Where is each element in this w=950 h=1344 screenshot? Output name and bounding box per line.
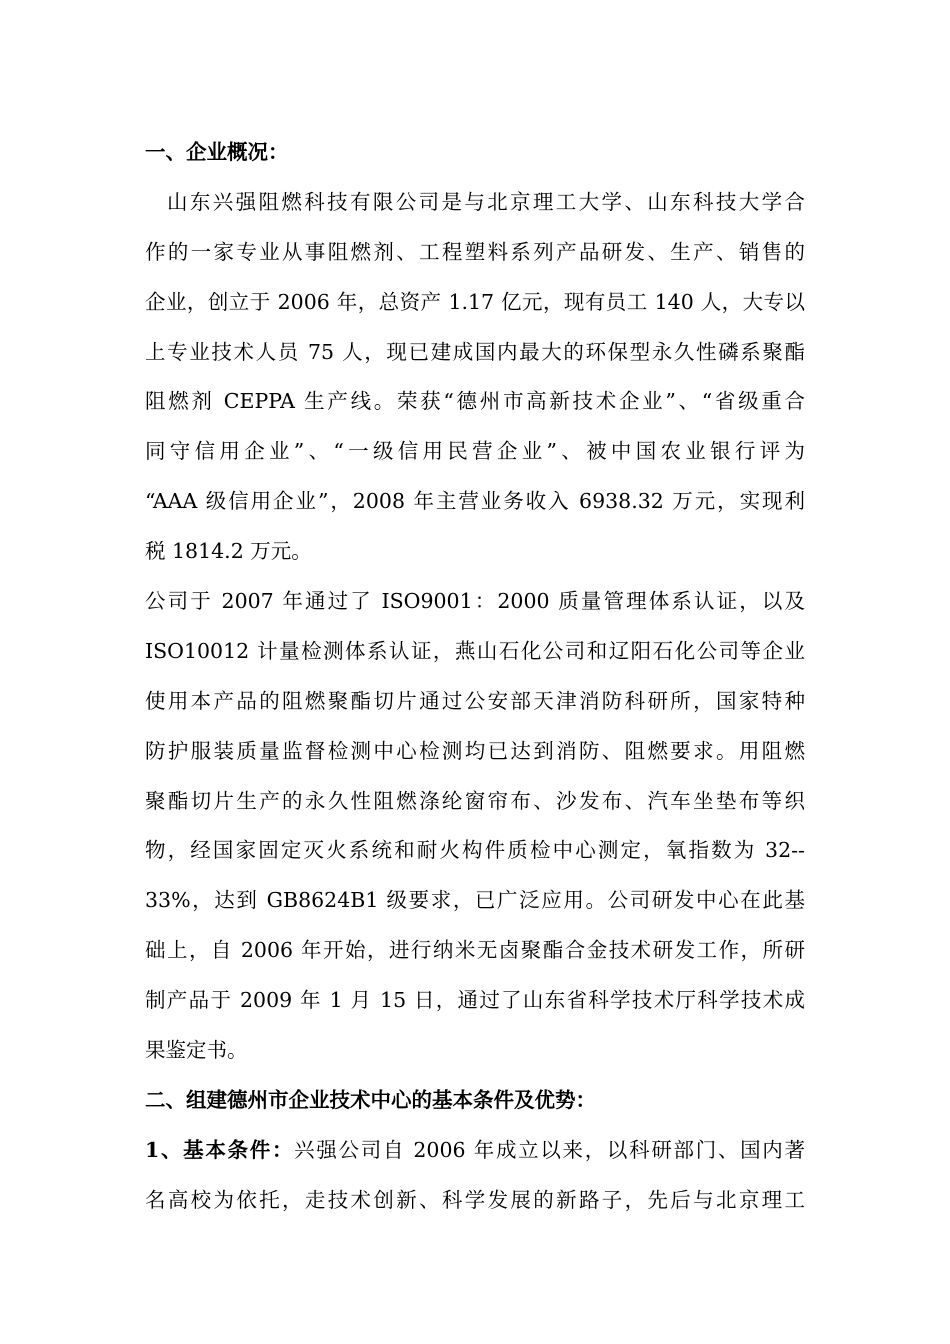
heading-tech-center-conditions: 二、组建德州市企业技术中心的基本条件及优势： (145, 1087, 596, 1112)
text-line: 础上，自 2006 年开始，进行纳米无卤聚酯合金技术研发工作，所研 (145, 938, 805, 963)
text-line: 公司于 2007 年通过了 ISO9001：2000 质量管理体系认证，以及 (145, 589, 805, 614)
text-line: 作的一家专业从事阻燃剂、工程塑料系列产品研发、生产、销售的 (145, 239, 805, 264)
text-line: 制产品于 2009 年 1 月 15 日，通过了山东省科学技术厅科学技术成 (145, 988, 805, 1013)
text-line: 物，经国家固定灭火系统和耐火构件质检中心测定，氧指数为 32-- (145, 838, 805, 863)
text-line: ISO10012 计量检测体系认证，燕山石化公司和辽阳石化公司等企业 (145, 638, 805, 663)
text-line: 阻燃剂 CEPPA 生产线。荣获“德州市高新技术企业”、“省级重合 (145, 389, 805, 414)
text-line: 33%，达到 GB8624B1 级要求，已广泛应用。公司研发中心在此基 (145, 888, 805, 913)
text-line: 山东兴强阻燃科技有限公司是与北京理工大学、山东科技大学合 (167, 189, 805, 214)
text-line: 名高校为依托，走技术创新、科学发展的新路子，先后与北京理工 (145, 1187, 805, 1212)
document-page (145, 128, 805, 1226)
heading-company-overview: 一、企业概况： (145, 140, 289, 164)
paragraph-company-intro (145, 178, 805, 577)
basic-conditions-label: 1、基本条件： (145, 1137, 295, 1162)
text-run: 兴强公司自 2006 年成立以来，以科研部门、国内著 (294, 1137, 806, 1162)
text-line: 果鉴定书。 (145, 1038, 248, 1063)
paragraph-basic-conditions (145, 1126, 805, 1226)
text-line: 企业，创立于 2006 年，总资产 1.17 亿元，现有员工 140 人，大专以 (145, 289, 805, 314)
text-line: 防护服装质量监督检测中心检测均已达到消防、阻燃要求。用阻燃 (145, 738, 805, 763)
text-line: 税 1814.2 万元。 (145, 539, 312, 564)
text-line: 上专业技术人员 75 人，现已建成国内最大的环保型永久性磷系聚酯 (145, 339, 805, 364)
text-line: “AAA 级信用企业”，2008 年主营业务收入 6938.32 万元，实现利 (145, 489, 805, 514)
text-line: 使用本产品的阻燃聚酯切片通过公安部天津消防科研所，国家特种 (145, 688, 805, 713)
paragraph-certifications (145, 577, 805, 1076)
text-line (145, 1126, 805, 1176)
text-line: 同守信用企业”、“一级信用民营企业”、被中国农业银行评为 (145, 439, 805, 464)
text-line: 聚酯切片生产的永久性阻燃涤纶窗帘布、沙发布、汽车坐垫布等织 (145, 788, 805, 813)
